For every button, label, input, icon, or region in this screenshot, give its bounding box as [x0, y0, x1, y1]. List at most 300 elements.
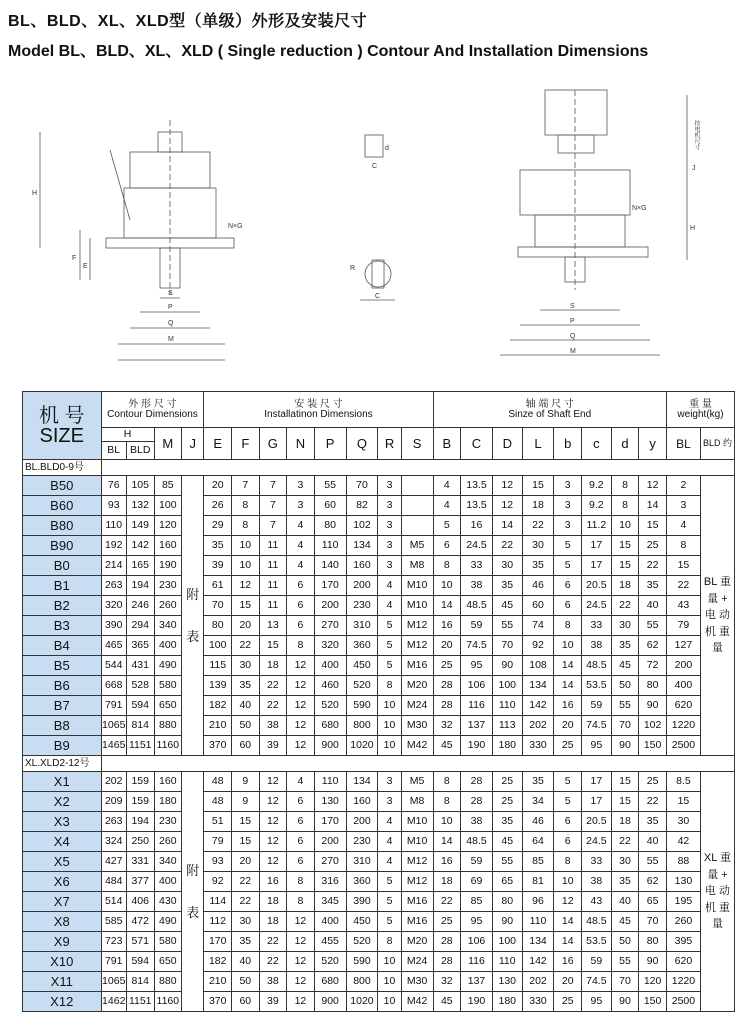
col-f: F	[232, 428, 260, 460]
table-cell: 680	[314, 972, 346, 992]
col-h: H	[101, 428, 154, 442]
table-cell: 59	[461, 616, 493, 636]
col-g: G	[259, 428, 287, 460]
table-row	[23, 536, 735, 556]
table-cell: 202	[101, 772, 126, 792]
table-cell: 142	[522, 696, 554, 716]
table-cell: 142	[522, 952, 554, 972]
table-cell: 105	[126, 476, 154, 496]
weight-note-cell: BL 重 量 + 电 动 机 重 量	[700, 476, 734, 756]
shaft-header-cn: 轴 端 尺 寸	[525, 398, 574, 410]
table-cell: 8	[287, 636, 315, 656]
table-cell: 13.5	[461, 496, 493, 516]
install-header	[204, 392, 433, 428]
table-cell: 110	[314, 772, 346, 792]
table-cell: 8	[554, 616, 582, 636]
table-cell: 427	[101, 852, 126, 872]
table-cell: 370	[204, 736, 232, 756]
dim-m-right: M	[570, 348, 576, 355]
table-cell	[401, 516, 433, 536]
table-cell: 74.5	[582, 716, 612, 736]
table-cell: 20	[433, 636, 461, 656]
table-cell: 48	[204, 772, 232, 792]
size-cell: B60	[23, 496, 102, 516]
table-cell: 10	[378, 716, 401, 736]
table-cell: 11	[259, 596, 287, 616]
table-cell: 15	[611, 792, 639, 812]
table-cell: 160	[346, 792, 378, 812]
table-cell: 12	[554, 892, 582, 912]
dim-j-right: J	[692, 165, 696, 172]
table-cell: 53.5	[582, 932, 612, 952]
table-cell: 3	[378, 496, 401, 516]
table-cell: 11	[259, 536, 287, 556]
size-cell: B5	[23, 656, 102, 676]
table-cell: 484	[101, 872, 126, 892]
table-cell: 24.5	[582, 832, 612, 852]
table-cell: 12	[259, 792, 287, 812]
dim-h-left: H	[32, 190, 38, 197]
dim-nxg-right: N×G	[632, 205, 647, 212]
table-cell: 110	[522, 912, 554, 932]
table-cell: 4	[378, 852, 401, 872]
table-cell: 32	[433, 716, 461, 736]
table-cell: 5	[378, 656, 401, 676]
table-cell: 214	[101, 556, 126, 576]
dim-p-right: P	[570, 318, 575, 325]
table-cell: 11.2	[582, 516, 612, 536]
table-cell: 165	[126, 556, 154, 576]
table-body	[23, 460, 735, 1012]
table-cell: 791	[101, 952, 126, 972]
table-cell: 35	[522, 772, 554, 792]
table-cell: 90	[611, 736, 639, 756]
table-cell: 170	[204, 932, 232, 952]
table-cell: 38	[582, 872, 612, 892]
table-cell: 88	[666, 852, 700, 872]
table-cell: 28	[433, 676, 461, 696]
table-cell: 22	[666, 576, 700, 596]
table-cell: 45	[433, 992, 461, 1012]
table-cell: 150	[639, 736, 667, 756]
col-d-upper: D	[492, 428, 522, 460]
table-cell: 85	[461, 892, 493, 912]
table-cell: 18	[611, 812, 639, 832]
table-cell: 3	[378, 556, 401, 576]
table-cell: 60	[232, 992, 260, 1012]
table-cell: 377	[126, 872, 154, 892]
table-cell: 46	[522, 576, 554, 596]
table-cell: 15	[666, 556, 700, 576]
size-cell: X10	[23, 952, 102, 972]
table-cell: 6	[554, 832, 582, 852]
table-cell: 430	[154, 892, 182, 912]
table-cell: 35	[639, 576, 667, 596]
table-cell: 40	[611, 892, 639, 912]
table-cell: 5	[554, 772, 582, 792]
table-cell: 48.5	[461, 596, 493, 616]
table-row	[23, 616, 735, 636]
table-cell: 800	[346, 972, 378, 992]
table-cell: 270	[314, 616, 346, 636]
table-cell: 48.5	[461, 832, 493, 852]
table-cell: 814	[126, 972, 154, 992]
table-cell: 320	[101, 596, 126, 616]
table-cell: 12	[639, 476, 667, 496]
table-cell: 60	[522, 596, 554, 616]
table-cell: 22	[639, 556, 667, 576]
table-cell: 8	[611, 496, 639, 516]
table-cell: 55	[492, 852, 522, 872]
section-xl-xld-label: XL.XLD2-12号	[23, 756, 102, 772]
table-cell: 65	[639, 892, 667, 912]
table-cell: 120	[154, 516, 182, 536]
table-cell: 43	[666, 596, 700, 616]
table-cell: 112	[204, 912, 232, 932]
col-c-upper: C	[461, 428, 493, 460]
table-cell: 25	[554, 736, 582, 756]
table-cell: 70	[346, 476, 378, 496]
table-cell: 170	[314, 576, 346, 596]
table-cell: 209	[101, 792, 126, 812]
table-cell: 139	[204, 676, 232, 696]
table-cell: 113	[492, 716, 522, 736]
dim-q-right: Q	[570, 333, 576, 340]
table-cell: 814	[126, 716, 154, 736]
table-cell: 18	[259, 656, 287, 676]
table-cell: M30	[401, 972, 433, 992]
size-header-en: SIZE	[39, 424, 84, 447]
dim-d-mid: d	[385, 145, 389, 152]
table-cell: 520	[314, 696, 346, 716]
table-cell: 137	[461, 716, 493, 736]
table-cell: 331	[126, 852, 154, 872]
table-cell: 14	[433, 832, 461, 852]
contour-drawings	[20, 80, 730, 380]
dim-m-left: M	[168, 336, 174, 343]
table-cell: 42	[666, 832, 700, 852]
weight-header	[666, 392, 734, 428]
table-cell: 8	[287, 892, 315, 912]
table-cell: 1020	[346, 992, 378, 1012]
col-e: E	[204, 428, 232, 460]
table-cell: 81	[522, 872, 554, 892]
table-cell: 345	[314, 892, 346, 912]
table-cell: 791	[101, 696, 126, 716]
table-cell: 55	[611, 952, 639, 972]
table-cell: M30	[401, 716, 433, 736]
table-cell: 45	[492, 832, 522, 852]
table-cell: 460	[314, 676, 346, 696]
table-cell: 4	[378, 812, 401, 832]
table-cell: 59	[582, 696, 612, 716]
shaft-header-en: Sinze of Shaft End	[508, 408, 592, 420]
table-cell: 11	[259, 556, 287, 576]
table-cell: 246	[126, 596, 154, 616]
size-cell: B90	[23, 536, 102, 556]
section-xl-xld-spacer	[101, 756, 735, 772]
size-cell: B0	[23, 556, 102, 576]
table-cell: 40	[639, 832, 667, 852]
size-header-cn: 机 号	[38, 404, 85, 427]
table-cell: 263	[101, 576, 126, 596]
table-cell: 8	[433, 772, 461, 792]
table-cell: 92	[204, 872, 232, 892]
table-cell: 25	[554, 992, 582, 1012]
table-cell: M10	[401, 596, 433, 616]
table-cell: 3	[378, 516, 401, 536]
table-cell: M12	[401, 872, 433, 892]
table-cell: 310	[346, 852, 378, 872]
table-cell: 18	[522, 496, 554, 516]
table-cell: 3	[378, 772, 401, 792]
table-cell: 46	[522, 812, 554, 832]
size-cell: B9	[23, 736, 102, 756]
table-cell: 400	[154, 872, 182, 892]
size-cell: X11	[23, 972, 102, 992]
table-cell: 20	[232, 852, 260, 872]
install-header-en: Installatinon Dimensions	[264, 408, 373, 420]
table-cell: 90	[639, 952, 667, 972]
table-cell: 230	[346, 832, 378, 852]
table-cell: 95	[582, 736, 612, 756]
table-cell: 40	[232, 696, 260, 716]
table-cell: 25	[639, 772, 667, 792]
table-cell: 200	[346, 576, 378, 596]
table-cell: M24	[401, 952, 433, 972]
table-cell: 134	[346, 772, 378, 792]
table-cell: 650	[154, 952, 182, 972]
table-row	[23, 912, 735, 932]
table-cell: 182	[204, 696, 232, 716]
table-cell: 12	[287, 736, 315, 756]
table-cell: 160	[154, 536, 182, 556]
weight-header-cn: 重 量	[689, 398, 712, 410]
table-cell: 594	[126, 696, 154, 716]
table-cell: 723	[101, 932, 126, 952]
table-cell: M12	[401, 616, 433, 636]
table-row	[23, 736, 735, 756]
table-cell: 102	[346, 516, 378, 536]
col-h-bld: BLD	[126, 442, 154, 460]
col-weight-bld: BLD 约	[700, 428, 734, 460]
table-cell: 25	[492, 792, 522, 812]
table-cell: 10	[378, 736, 401, 756]
table-cell: 9	[232, 772, 260, 792]
table-cell: 14	[554, 656, 582, 676]
table-cell: 90	[611, 992, 639, 1012]
table-cell: 10	[378, 972, 401, 992]
table-cell: 35	[522, 556, 554, 576]
col-b-upper: B	[433, 428, 461, 460]
table-cell: 30	[232, 912, 260, 932]
table-cell: 330	[522, 736, 554, 756]
table-cell: M42	[401, 736, 433, 756]
table-cell: 210	[204, 972, 232, 992]
table-cell: 20	[554, 972, 582, 992]
size-cell: B4	[23, 636, 102, 656]
table-row	[23, 772, 735, 792]
table-cell: 594	[126, 952, 154, 972]
table-cell: 120	[639, 972, 667, 992]
table-cell: 5	[554, 792, 582, 812]
table-cell: 8	[232, 496, 260, 516]
table-cell: 900	[314, 736, 346, 756]
table-cell: 390	[101, 616, 126, 636]
table-cell: 59	[461, 852, 493, 872]
table-cell: 70	[611, 972, 639, 992]
dim-s-right: S	[570, 303, 575, 310]
table-cell: 10	[232, 556, 260, 576]
table-cell: 9.2	[582, 476, 612, 496]
dim-r-mid: R	[350, 265, 356, 272]
table-cell: 80	[639, 676, 667, 696]
col-s: S	[401, 428, 433, 460]
table-cell: 455	[314, 932, 346, 952]
table-cell: 28	[433, 932, 461, 952]
table-cell: 4	[378, 596, 401, 616]
table-cell: 10	[378, 696, 401, 716]
table-cell: 192	[101, 536, 126, 556]
table-cell: 320	[314, 636, 346, 656]
table-cell: 28	[461, 792, 493, 812]
table-cell: 29	[204, 516, 232, 536]
table-cell: 22	[259, 932, 287, 952]
table-cell: 14	[639, 496, 667, 516]
table-cell: 8	[554, 852, 582, 872]
section-xl-xld	[23, 756, 735, 772]
table-cell: 465	[101, 636, 126, 656]
table-cell: 30	[611, 616, 639, 636]
table-cell: 3	[287, 496, 315, 516]
table-cell: 30	[666, 812, 700, 832]
table-cell: 50	[611, 676, 639, 696]
table-cell: 93	[101, 496, 126, 516]
table-cell: 134	[522, 932, 554, 952]
table-cell: 4	[287, 516, 315, 536]
install-header-cn: 安 装 尺 寸	[294, 398, 343, 410]
table-cell: 159	[126, 792, 154, 812]
table-cell: 74.5	[582, 972, 612, 992]
table-cell: 7	[232, 476, 260, 496]
table-cell: 6	[287, 576, 315, 596]
table-row	[23, 576, 735, 596]
table-cell: 16	[433, 616, 461, 636]
table-cell: 110	[492, 696, 522, 716]
table-cell: 1220	[666, 716, 700, 736]
table-cell: 62	[639, 636, 667, 656]
table-cell: 39	[259, 736, 287, 756]
table-cell: 3	[554, 516, 582, 536]
table-cell: 70	[204, 596, 232, 616]
table-cell: 22	[522, 516, 554, 536]
table-cell: 14	[492, 516, 522, 536]
table-cell: 17	[582, 772, 612, 792]
size-cell: B80	[23, 516, 102, 536]
left-unit-drawing	[40, 120, 234, 360]
table-cell: 680	[314, 716, 346, 736]
table-cell: 10	[378, 952, 401, 972]
dim-c2-mid: C	[375, 293, 381, 300]
table-cell: 22	[639, 792, 667, 812]
table-cell: 12	[259, 832, 287, 852]
table-cell: 65	[492, 872, 522, 892]
table-cell: 48.5	[582, 912, 612, 932]
table-cell: M10	[401, 832, 433, 852]
table-cell: 195	[666, 892, 700, 912]
dim-p-left: P	[168, 304, 173, 311]
table-cell: 82	[346, 496, 378, 516]
table-cell: 28	[461, 772, 493, 792]
table-cell: 200	[314, 832, 346, 852]
table-cell: 22	[232, 892, 260, 912]
table-cell: 180	[492, 736, 522, 756]
table-cell: 30	[611, 852, 639, 872]
table-cell: 80	[204, 616, 232, 636]
table-cell: 92	[522, 636, 554, 656]
table-cell: 190	[461, 992, 493, 1012]
section-bl-bld-spacer	[101, 460, 735, 476]
col-c-lower: c	[582, 428, 612, 460]
table-cell: M16	[401, 892, 433, 912]
table-cell: 668	[101, 676, 126, 696]
table-cell: 4	[378, 832, 401, 852]
table-cell: 80	[492, 892, 522, 912]
table-cell: 48.5	[582, 656, 612, 676]
col-weight-bl: BL	[666, 428, 700, 460]
table-cell: 3	[378, 792, 401, 812]
table-cell: 400	[154, 636, 182, 656]
table-cell: 260	[154, 596, 182, 616]
table-cell: 263	[101, 812, 126, 832]
table-cell: 12	[287, 972, 315, 992]
table-cell: 74	[522, 616, 554, 636]
table-cell: 132	[126, 496, 154, 516]
dim-s-left: S	[168, 290, 173, 297]
table-cell: 330	[522, 992, 554, 1012]
table-cell: M8	[401, 792, 433, 812]
table-cell: 50	[611, 932, 639, 952]
table-cell: 230	[346, 596, 378, 616]
shaft-header	[433, 392, 666, 428]
col-p: P	[314, 428, 346, 460]
col-h-bl: BL	[101, 442, 126, 460]
table-cell: 16	[554, 696, 582, 716]
table-cell: 3	[554, 496, 582, 516]
col-n: N	[287, 428, 315, 460]
table-cell: 202	[522, 716, 554, 736]
table-cell: M12	[401, 636, 433, 656]
table-cell: 22	[611, 832, 639, 852]
table-cell: 3	[378, 536, 401, 556]
table-cell: 520	[314, 952, 346, 972]
table-cell: 8	[666, 536, 700, 556]
col-d-lower: d	[611, 428, 639, 460]
table-cell: 15	[611, 556, 639, 576]
table-cell: 490	[154, 656, 182, 676]
table-cell: 15	[232, 832, 260, 852]
table-cell: M12	[401, 852, 433, 872]
table-cell: 60	[314, 496, 346, 516]
contour-header-en: Contour Dimensions	[107, 408, 198, 420]
table-cell: 18	[611, 576, 639, 596]
table-cell: 2500	[666, 736, 700, 756]
table-cell: 1151	[126, 736, 154, 756]
table-cell: 585	[101, 912, 126, 932]
table-cell: 35	[492, 576, 522, 596]
table-cell: 7	[259, 516, 287, 536]
table-row	[23, 812, 735, 832]
